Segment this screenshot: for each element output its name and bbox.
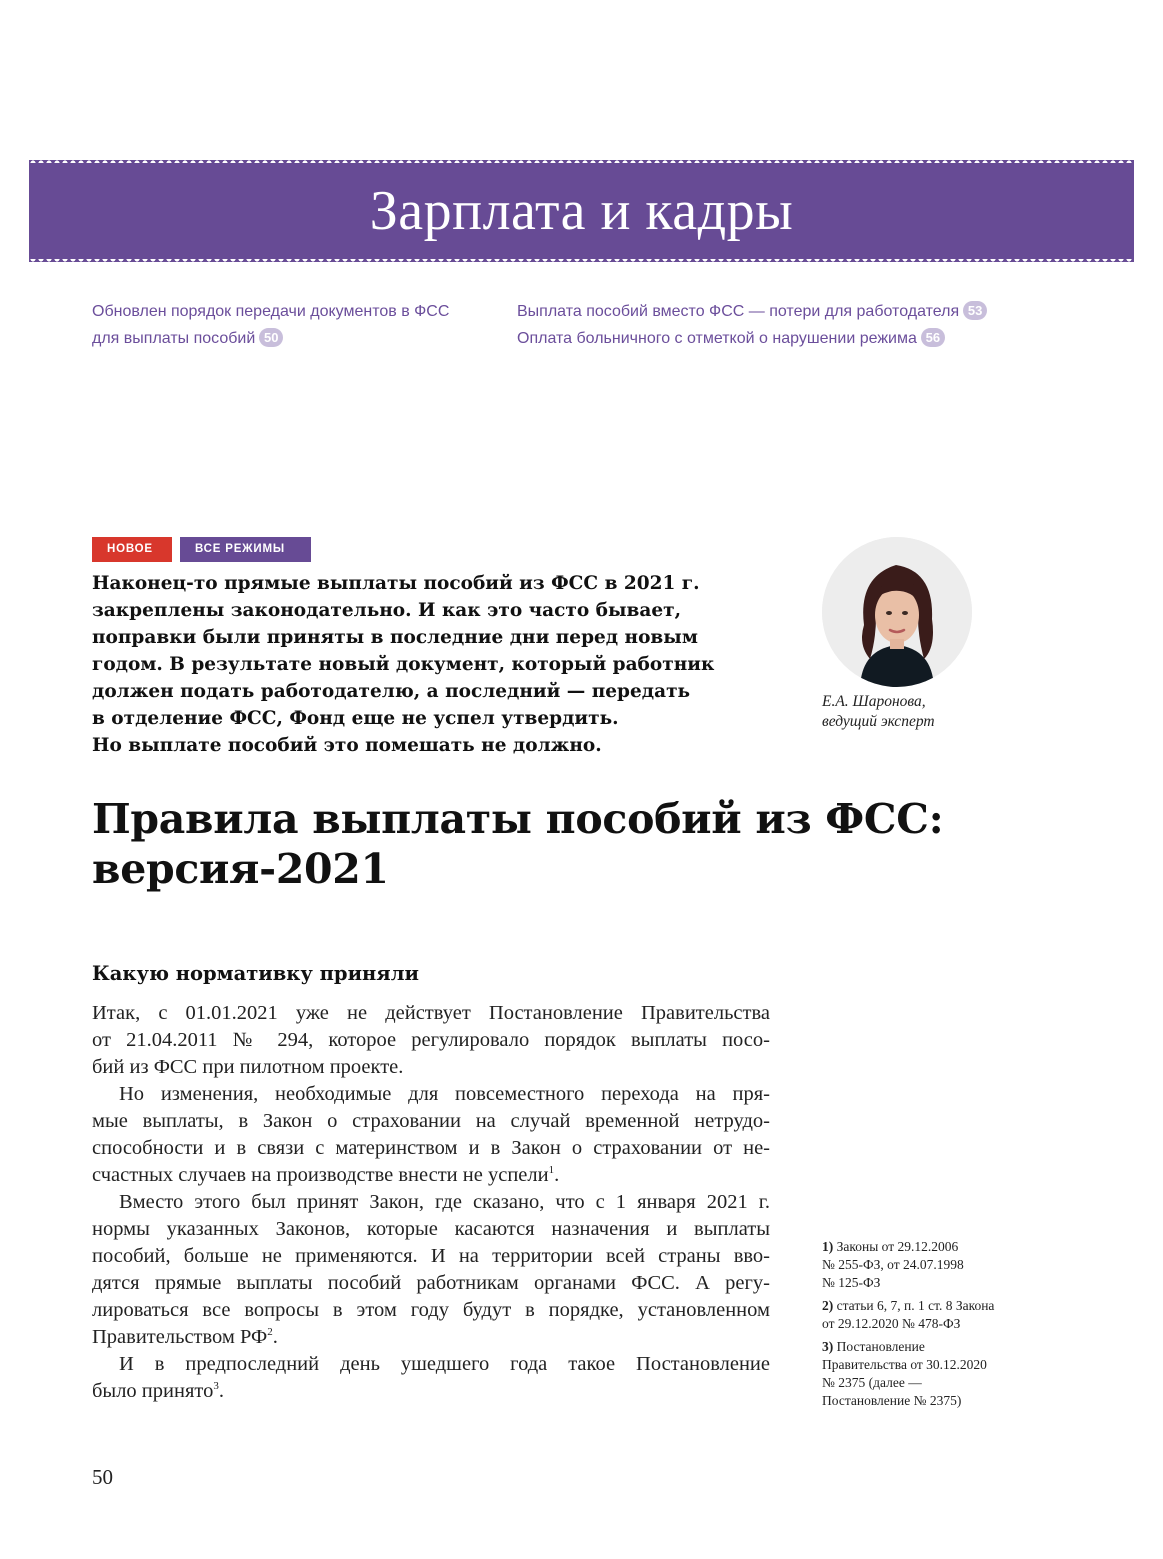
lead-line: Но выплате пособий это помешать не должно. [92, 735, 602, 756]
body-text-fragment: счастных случаев на производстве внести не успели [92, 1164, 549, 1186]
toc-link-payment-losses[interactable] [517, 298, 1077, 325]
body-line [92, 1162, 770, 1189]
footnote-line: № 255-ФЗ, от 24.07.1998 [822, 1257, 964, 1272]
footnote-text: Законы от 29.12.2006 [836, 1239, 959, 1254]
body-line [92, 1324, 770, 1351]
footnote-line [822, 1238, 1052, 1256]
body-line: И в предпоследний день ушедшего года такое Постановление [119, 1353, 770, 1375]
toc-item-line [517, 325, 1077, 352]
toc-link-sick-leave-violation[interactable] [517, 325, 1077, 352]
article-tags [92, 537, 311, 562]
footnote-number: 3) [822, 1339, 834, 1354]
lead-line: должен подать работодателю, а последний — передать [92, 681, 691, 702]
body-text-fragment: было принято [92, 1380, 214, 1402]
footnote-number: 2) [822, 1298, 834, 1313]
lead-line: годом. В результате новый документ, который работник [92, 654, 715, 675]
body-line: Но изменения, необходимые для повсеместного перехода на пря- [119, 1083, 770, 1105]
page-number: 50 [92, 1465, 113, 1489]
article-title-line: версия-2021 [92, 845, 389, 893]
body-line: от 21.04.2011 № 294, которое регулировало порядок выплаты посо- [92, 1029, 770, 1051]
footnote-line: Правительства от 30.12.2020 [822, 1357, 987, 1372]
footnote-ref-3[interactable]: 3 [213, 1380, 219, 1392]
body-line: Итак, с 01.01.2021 уже не действует Постановление Правительства [92, 1002, 770, 1024]
body-line: дятся прямые выплаты пособий работникам органами ФСС. А регу- [92, 1272, 770, 1294]
footnote-number: 1) [822, 1239, 834, 1254]
section-heading: Какую нормативку приняли [92, 962, 419, 985]
paragraph-3 [92, 1189, 770, 1351]
footnote-3 [822, 1338, 1052, 1410]
article-lead [92, 570, 782, 759]
body-text-fragment: Правительством РФ [92, 1326, 268, 1348]
footnotes [822, 1238, 1052, 1415]
body-line: пособий, больше не применяются. И на территории всей страны вво- [92, 1245, 770, 1267]
toc-item-line [92, 325, 492, 352]
section-title: Зарплата и кадры [369, 180, 794, 242]
lead-line: Наконец-то прямые выплаты пособий из ФСС в 2021 г. [92, 573, 700, 594]
body-text-fragment: . [554, 1164, 560, 1186]
author-name: Е.А. Шаронова, [822, 693, 926, 710]
footnote-text: статьи 6, 7, п. 1 ст. 8 Закона [836, 1298, 995, 1313]
lead-line: в отделение ФСС, Фонд еще не успел утвердить. [92, 708, 619, 729]
footnote-line [822, 1338, 1052, 1356]
toc-item-text: Выплата пособий вместо ФСС — потери для работодателя [517, 303, 960, 320]
lead-line: закреплены законодательно. И как это часто бывает, [92, 600, 682, 621]
author-photo [822, 537, 972, 687]
footnote-line [822, 1297, 1052, 1315]
toc-page-badge: 50 [259, 328, 283, 347]
toc-page-badge: 56 [921, 328, 945, 347]
paragraph-2 [92, 1081, 770, 1189]
body-line: способности и в связи с материнством и в Закон о страховании от не- [92, 1137, 770, 1159]
article-title [92, 794, 1092, 894]
body-text-fragment: . [218, 1380, 224, 1402]
body-line: Вместо этого был принят Закон, где сказано, что с 1 января 2021 г. [119, 1191, 770, 1213]
footnote-1 [822, 1238, 1052, 1292]
author-portrait-illustration [822, 537, 972, 687]
paragraph-4 [92, 1351, 770, 1405]
body-line: лироваться все вопросы в этом году будут в порядке, установленном [92, 1299, 770, 1321]
footnote-ref-1[interactable]: 1 [548, 1164, 555, 1176]
toc-item-text: Оплата больничного с отметкой о нарушении режима [517, 330, 917, 347]
footnote-line: от 29.12.2020 № 478-ФЗ [822, 1316, 961, 1331]
toc-item-line: Обновлен порядок передачи документов в ФСС [92, 303, 450, 320]
toc-item-line [517, 298, 1077, 325]
footnote-line: Постановление № 2375) [822, 1393, 962, 1408]
author-caption [822, 692, 935, 732]
footnote-line: № 125-ФЗ [822, 1275, 881, 1290]
toc-page-badge: 53 [963, 301, 987, 320]
toc-right-column [517, 298, 1077, 352]
body-line: нормы указанных Законов, которые касаются назначения и выплаты [92, 1218, 770, 1240]
lead-line: поправки были приняты в последние дни перед новым [92, 627, 698, 648]
footnote-text: Постановление [836, 1339, 925, 1354]
section-banner [29, 160, 1134, 262]
toc-link-transfer-documents[interactable] [92, 298, 492, 352]
body-line: мые выплаты, в Закон о страховании на случай временной нетрудо- [92, 1110, 770, 1132]
toc-left-column [92, 298, 492, 352]
footnote-ref-2[interactable]: 2 [267, 1326, 273, 1338]
footnote-2 [822, 1297, 1052, 1333]
paragraph-1 [92, 1000, 770, 1081]
body-text-fragment: . [272, 1326, 278, 1348]
author-role: ведущий эксперт [822, 713, 935, 730]
footnote-line: № 2375 (далее — [822, 1375, 922, 1390]
tag-new: НОВОЕ [92, 537, 172, 562]
article-title-line: Правила выплаты пособий из ФСС: [92, 795, 944, 843]
article-body [92, 1000, 770, 1405]
tag-all-modes: ВСЕ РЕЖИМЫ [180, 537, 311, 562]
body-line [92, 1378, 770, 1405]
body-line: бий из ФСС при пилотном проекте. [92, 1056, 404, 1078]
toc-item-text: для выплаты пособий [92, 330, 256, 347]
